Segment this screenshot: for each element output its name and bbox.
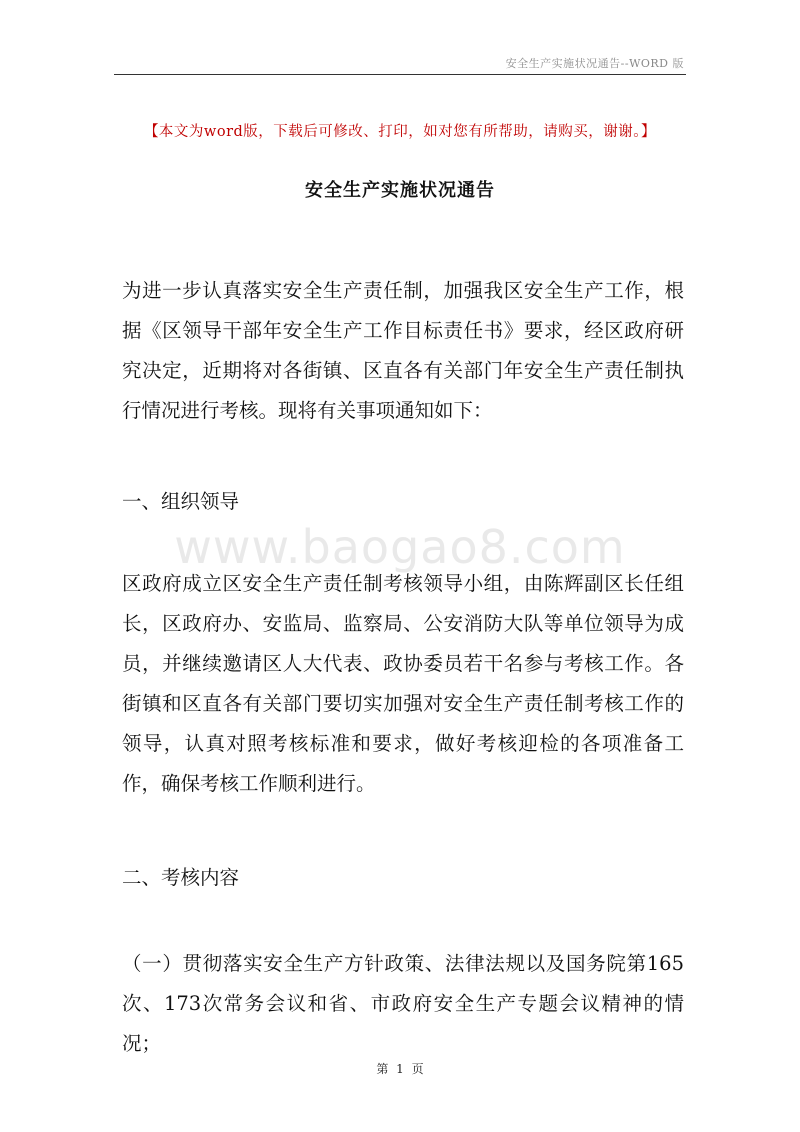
section2-heading: 二、考核内容	[122, 866, 240, 889]
section1-heading: 一、组织领导	[122, 490, 240, 513]
section1-body: 区政府成立区安全生产责任制考核领导小组，由陈辉副区长任组长，区政府办、安监局、监察局、公安消防大队等单位领导为成员，并继续邀请区人大代表、政协委员若干名参与考核工作。各街镇和区直各有关部门要切实加强对安全生产责任制考核工作的领导，认真对照考核标准和要求，做好考核迎检的各项准备工作，确保考核工作顺利进行。	[122, 572, 684, 795]
page-number: 第 1 页	[376, 1062, 424, 1076]
watermark: www.baogao8.com	[174, 520, 626, 574]
running-header: 安全生产实施状况通告--WORD 版	[505, 57, 684, 70]
intro-paragraph: 为进一步认真落实安全生产责任制，加强我区安全生产工作，根据《区领导干部年安全生产工作目标责任书》要求，经区政府研究决定，近期将对各街镇、区直各有关部门年安全生产责任制执行情况进行考核。现将有关事项通知如下：	[122, 279, 684, 422]
document-title: 安全生产实施状况通告	[305, 180, 495, 201]
header-divider	[114, 74, 686, 75]
section2-item1: （一）贯彻落实安全生产方针政策、法律法规以及国务院第165次、173次常务会议和省、市政府安全生产专题会议精神的情况；	[122, 952, 684, 1055]
download-notice: 【本文为word版，下载后可修改、打印，如对您有所帮助，请购买，谢谢。】	[143, 124, 657, 140]
